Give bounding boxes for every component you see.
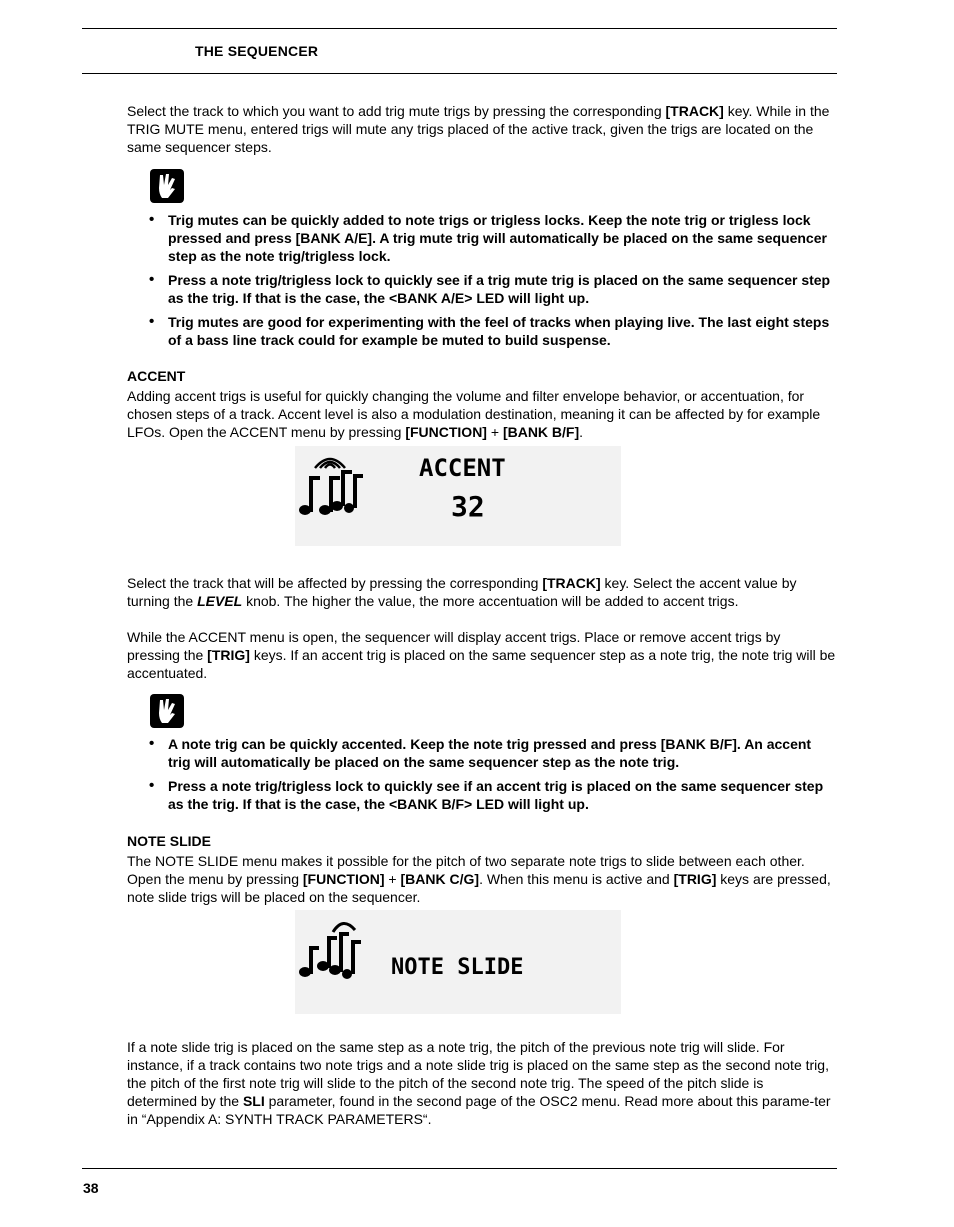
accent-section: [127, 367, 837, 441]
hand-icon: [150, 169, 184, 203]
intro-paragraph: Select the track to which you want to add trig mute trigs by pressing the corresponding [TRACK] key. While in the TRIG MUTE menu, entered trigs will mute any trigs placed of the active track, given the trigs are located on the same sequencer steps.: [127, 103, 830, 155]
accent-heading: ACCENT: [127, 368, 186, 384]
note-slide-heading: NOTE SLIDE: [127, 833, 212, 849]
tip-list-1: [127, 211, 837, 349]
note-slide-screen: [295, 910, 621, 1014]
note-slide-section-2: [127, 1038, 837, 1128]
note-slide-screen-title: NOTE SLIDE: [391, 955, 524, 980]
music-notes-icon: [299, 470, 363, 515]
accent-paragraph-2: Select the track that will be affected by pressing the corresponding [TRACK] key. Select the accent value by turning the LEVEL knob. The higher the value, the more accentuation will be added to accent trigs.: [127, 575, 797, 609]
note-slide-section: [127, 832, 837, 906]
hand-icon: [150, 694, 184, 728]
tip-list-2: [127, 735, 837, 813]
slide-arc-icon: [333, 923, 355, 932]
accent-screen-title: ACCENT: [419, 454, 506, 482]
header-bottom-rule: [82, 73, 837, 74]
intro-section: [127, 102, 837, 156]
tip-item: • Press a note trig/trigless lock to quickly see if an accent trig is placed on the same sequencer step as the trig. If that is the case, the <BANK B/F> LED will light up.: [127, 777, 837, 813]
slide-notes-icon: [299, 932, 361, 979]
tip-item: • A note trig can be quickly accented. Keep the note trig pressed and press [BANK B/F]. An accent trig will automatically be placed on the same sequencer step as the note trig.: [127, 735, 837, 771]
header-top-rule: [82, 28, 837, 29]
tip-item: • Trig mutes are good for experimenting with the feel of tracks when playing live. The last eight steps of a bass line track could for example be muted to build suspense.: [127, 313, 837, 349]
accent-wave-icon: [315, 459, 345, 468]
footer-rule: [82, 1168, 837, 1169]
tip-item: • Press a note trig/trigless lock to quickly see if a trig mute trig is placed on the same sequencer step as the trig. If that is the case, the <BANK A/E> LED will light up.: [127, 271, 837, 307]
accent-paragraph-1: Adding accent trigs is useful for quickly changing the volume and filter envelope behavior, or accentuation, for chosen steps of a track. Accent level is also a modulation destination, meaning it can be affected by for example LFOs. Open the ACCENT menu by pressing [FUNCTION] + [BANK B/F].: [127, 388, 821, 440]
accent-paragraph-3: While the ACCENT menu is open, the sequencer will display accent trigs. Place or remove accent trigs by pressing the [TRIG] keys. If an accent trig is placed on the same sequencer step as a note trig, the note trig will be accentuated.: [127, 629, 836, 681]
note-slide-paragraph-2: If a note slide trig is placed on the same step as a note trig, the pitch of the previous note trig will slide. For instance, if a track contains two note trigs and a note slide trig is placed on the same step as the second note trig, the pitch of the first note trig will slide to the pitch of the second note trig. The speed of the pitch slide is determined by the SLI parameter, found in the second page of the OSC2 menu. Read more about this parame-ter in “Appendix A: SYNTH TRACK PARAMETERS“.: [127, 1039, 831, 1127]
note-slide-paragraph-1: The NOTE SLIDE menu makes it possible for the pitch of two separate note trigs to slide between each other. Open the menu by pressing [FUNCTION] + [BANK C/G]. When this menu is active and [TRIG] keys are pressed, note slide trigs will be placed on the sequencer.: [127, 853, 831, 905]
accent-screen-value: 32: [451, 490, 485, 523]
accent-screen: [295, 446, 621, 546]
accent-section-2: [127, 574, 837, 682]
page-number: 38: [83, 1180, 99, 1196]
section-title: THE SEQUENCER: [195, 43, 319, 59]
tip-item: • Trig mutes can be quickly added to note trigs or trigless locks. Keep the note trig or trigless lock pressed and press [BANK A/E]. A trig mute trig will automatically be placed on the same sequencer step as the note trig/trigless lock.: [127, 211, 837, 265]
